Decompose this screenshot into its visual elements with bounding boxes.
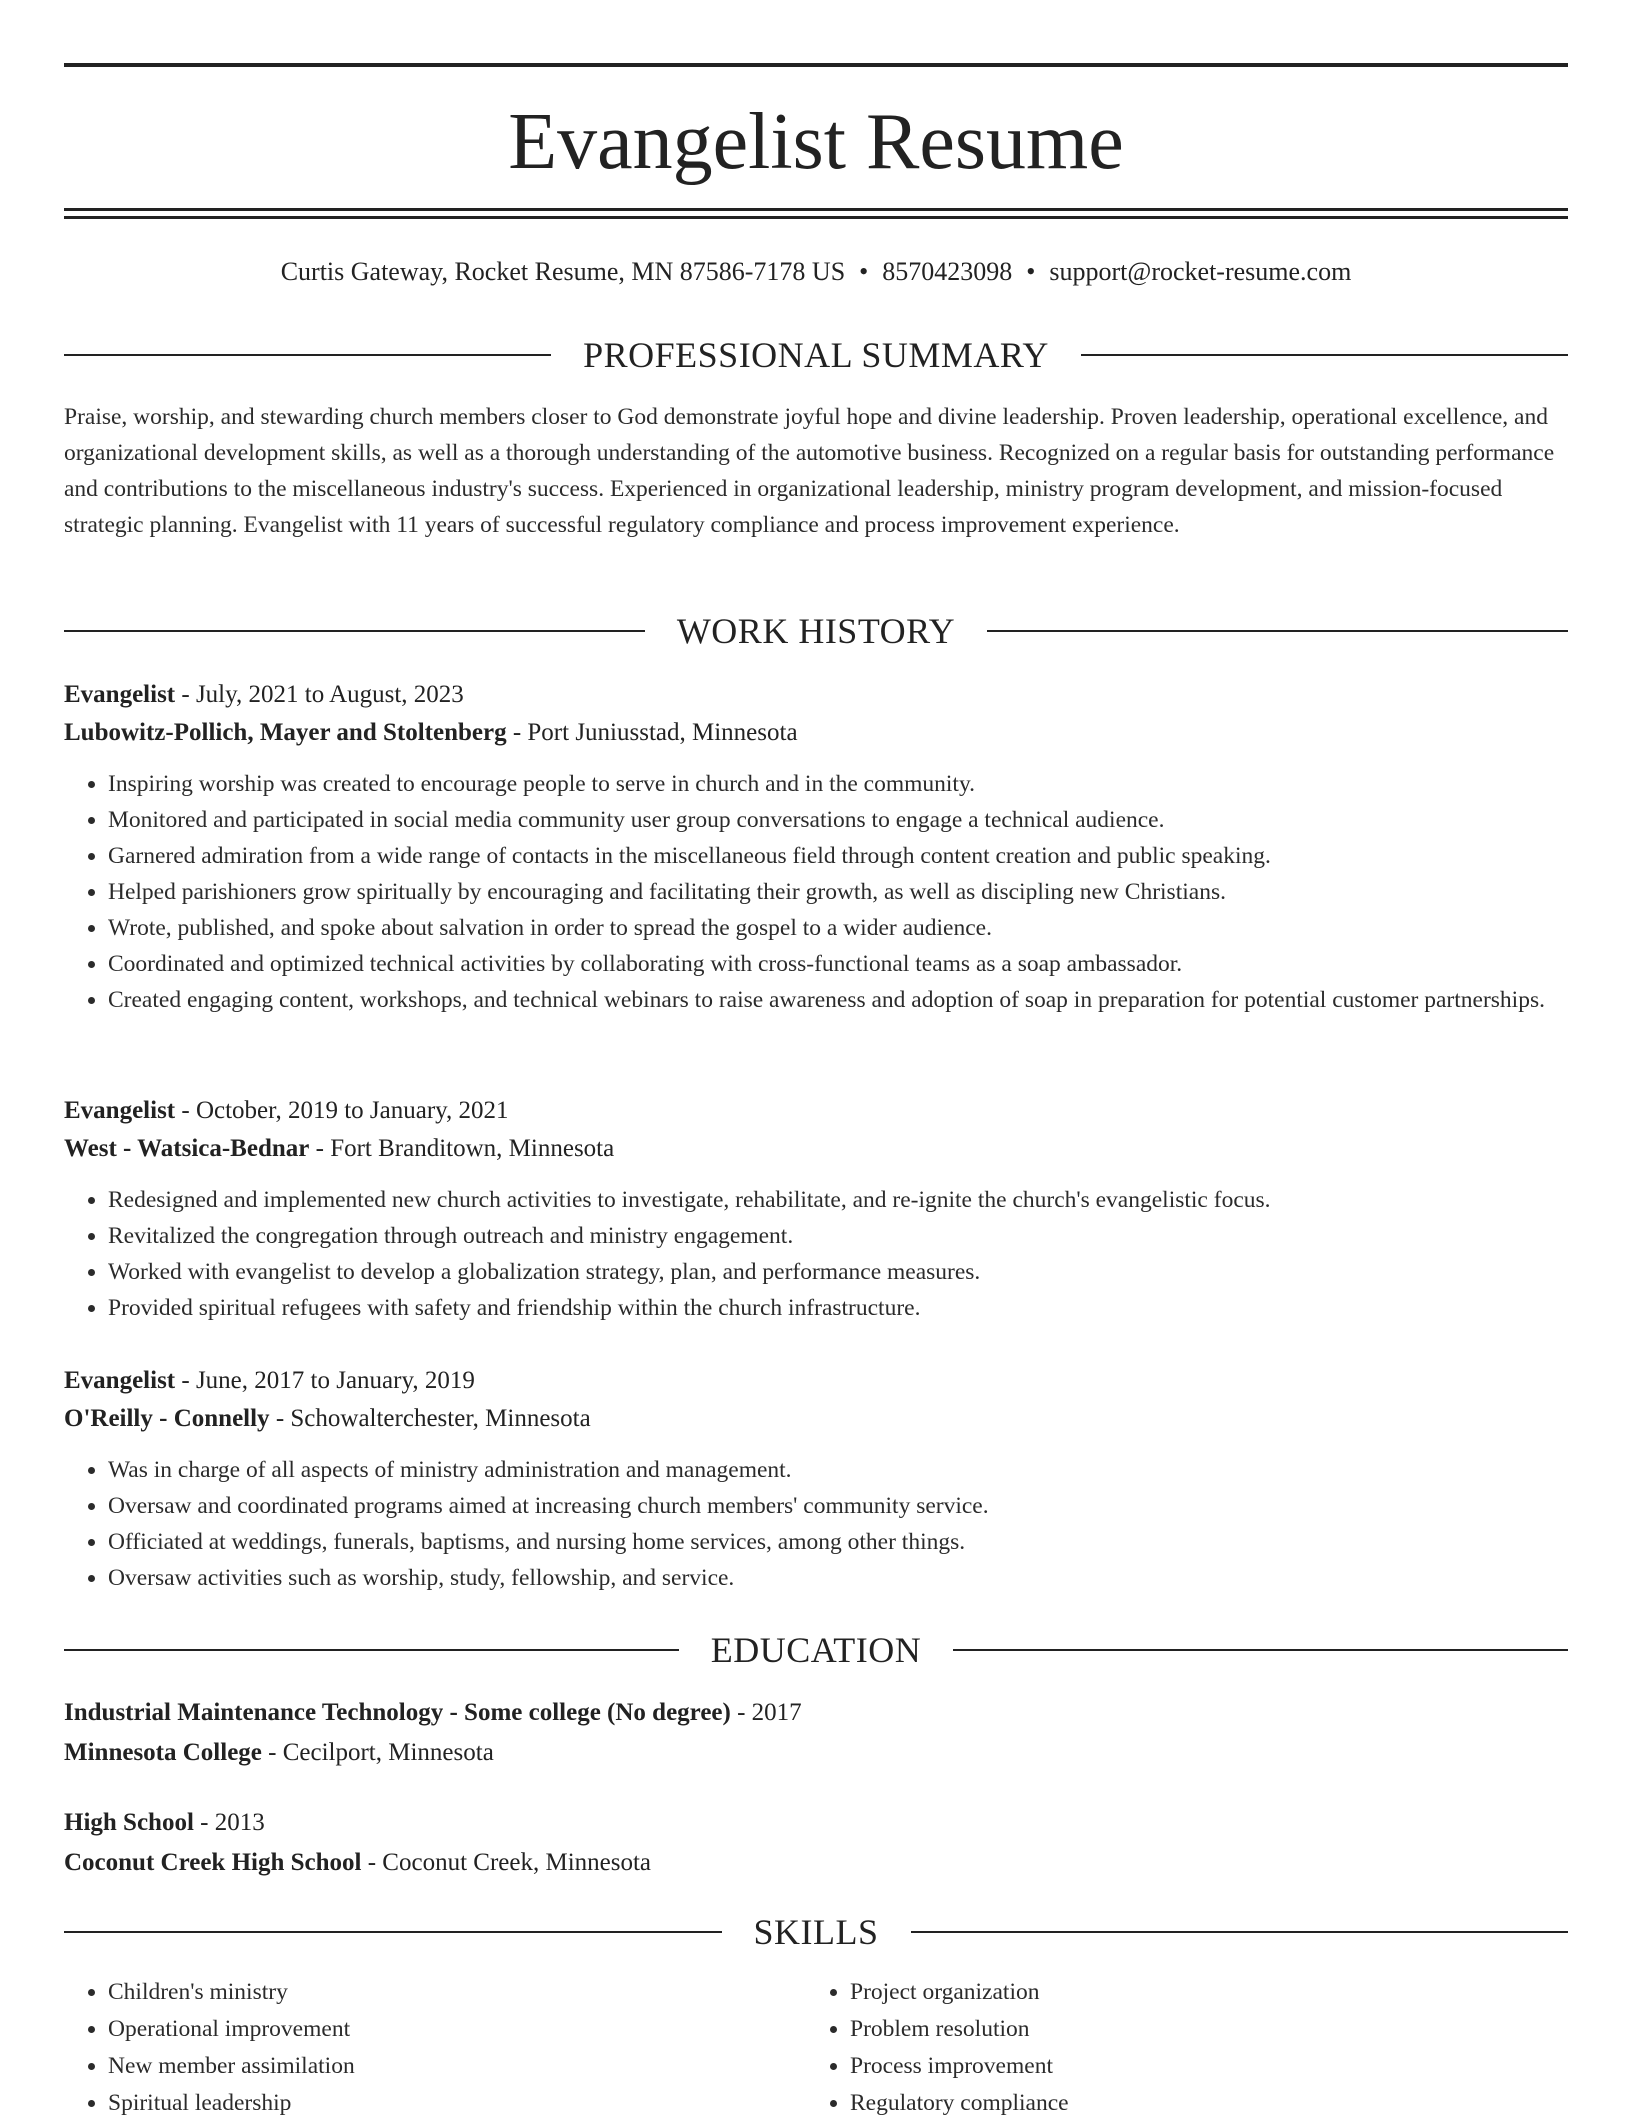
section-rule-left bbox=[64, 630, 645, 632]
job-title-line bbox=[64, 1362, 1568, 1400]
education-location: - Coconut Creek, Minnesota bbox=[361, 1849, 652, 1876]
education-degree-line bbox=[64, 1804, 1568, 1842]
job-role: Evangelist bbox=[64, 681, 176, 708]
list-item: • Regulatory compliance bbox=[850, 2085, 1506, 2122]
list-item: • Created engaging content, workshops, and technical webinars to raise awareness and adoption of soap in preparation for potential customer partnerships. bbox=[108, 982, 1568, 1018]
job-company-line bbox=[64, 1130, 1568, 1168]
section-title: PROFESSIONAL SUMMARY bbox=[583, 335, 1049, 375]
education-year: - 2017 bbox=[730, 1699, 802, 1726]
job-dates: - July, 2021 to August, 2023 bbox=[175, 681, 464, 708]
education-degree-line bbox=[64, 1694, 1568, 1732]
header-rule-lower bbox=[64, 216, 1568, 219]
job-company: O'Reilly - Connelly bbox=[64, 1405, 270, 1432]
education-school-line bbox=[64, 1734, 1568, 1772]
job-location: - Port Juniusstad, Minnesota bbox=[506, 719, 798, 746]
job-title-line bbox=[64, 676, 1568, 714]
section-title: WORK HISTORY bbox=[676, 611, 956, 651]
list-item: • Officiated at weddings, funerals, baptisms, and nursing home services, among other things. bbox=[108, 1524, 1568, 1560]
skills-column-right bbox=[806, 1974, 1506, 2122]
job-entry bbox=[64, 1092, 1568, 1326]
section-rule-right bbox=[953, 1649, 1568, 1651]
section-rule-right bbox=[1081, 354, 1568, 356]
list-item: • Wrote, published, and spoke about salvation in order to spread the gospel to a wider audience. bbox=[108, 910, 1568, 946]
section-header-education bbox=[64, 1626, 1568, 1674]
job-company-line bbox=[64, 714, 1568, 752]
education-school: Minnesota College bbox=[64, 1739, 262, 1766]
header-top-rule bbox=[64, 63, 1568, 67]
skills-column-left bbox=[64, 1974, 764, 2122]
job-bullets bbox=[64, 1452, 1568, 1596]
list-item: • Project organization bbox=[850, 1974, 1506, 2011]
contact-separator: • bbox=[859, 257, 869, 286]
list-item: • Coordinated and optimized technical activities by collaborating with cross-functional teams as a soap ambassador. bbox=[108, 946, 1568, 982]
job-role: Evangelist bbox=[64, 1367, 176, 1394]
contact-line bbox=[64, 254, 1568, 290]
job-dates: - June, 2017 to January, 2019 bbox=[175, 1367, 475, 1394]
list-item: • New member assimilation bbox=[108, 2048, 764, 2085]
contact-address: Curtis Gateway, Rocket Resume, MN 87586-7178 US bbox=[280, 257, 846, 286]
summary-text: Praise, worship, and stewarding church members closer to God demonstrate joyful hope and divine leadership. Proven leadership, operational excellence, and organizational development skills, as well as a thorough understanding of the automotive business. Recognized on a regular basis for outstanding performance and contributions to the miscellaneous industry's success. Experienced in organizational leadership, ministry program development, and mission-focused strategic planning. Evangelist with 11 years of successful regulatory compliance and process improvement experience. bbox=[64, 404, 1555, 538]
education-entry bbox=[64, 1804, 1568, 1882]
section-rule-left bbox=[64, 1931, 722, 1933]
list-item: • Operational improvement bbox=[108, 2011, 764, 2048]
section-rule-left bbox=[64, 1649, 679, 1651]
job-company-line bbox=[64, 1400, 1568, 1438]
job-entry bbox=[64, 1362, 1568, 1596]
job-company: West - Watsica-Bednar bbox=[64, 1135, 310, 1162]
list-item: • Helped parishioners grow spiritually by encouraging and facilitating their growth, as well as discipling new Christians. bbox=[108, 874, 1568, 910]
section-header-work bbox=[64, 607, 1568, 655]
list-item: • Monitored and participated in social media community user group conversations to engage a technical audience. bbox=[108, 802, 1568, 838]
job-role: Evangelist bbox=[64, 1097, 176, 1124]
section-rule-right bbox=[911, 1931, 1569, 1933]
education-degree: Industrial Maintenance Technology - Some college (No degree) bbox=[64, 1699, 731, 1726]
skills-list-left bbox=[64, 1974, 764, 2122]
skills-list-right bbox=[806, 1974, 1506, 2122]
education-school: Coconut Creek High School bbox=[64, 1849, 362, 1876]
education-school-line bbox=[64, 1844, 1568, 1882]
section-title: EDUCATION bbox=[710, 1630, 922, 1670]
job-entry bbox=[64, 676, 1568, 1018]
header-rule-upper bbox=[64, 208, 1568, 211]
section-title: SKILLS bbox=[753, 1912, 879, 1952]
section-header-skills bbox=[64, 1908, 1568, 1956]
job-location: - Fort Branditown, Minnesota bbox=[309, 1135, 615, 1162]
list-item: • Worked with evangelist to develop a globalization strategy, plan, and performance measures. bbox=[108, 1254, 1568, 1290]
summary-block bbox=[64, 399, 1568, 543]
job-bullets bbox=[64, 1182, 1568, 1326]
list-item: • Inspiring worship was created to encourage people to serve in church and in the community. bbox=[108, 766, 1568, 802]
resume-title: Evangelist Resume bbox=[508, 98, 1124, 186]
list-item: • Children's ministry bbox=[108, 1974, 764, 2011]
section-rule-right bbox=[987, 630, 1568, 632]
list-item: • Provided spiritual refugees with safety and friendship within the church infrastructure. bbox=[108, 1290, 1568, 1326]
job-dates: - October, 2019 to January, 2021 bbox=[175, 1097, 509, 1124]
list-item: • Redesigned and implemented new church activities to investigate, rehabilitate, and re-ignite the church's evangelistic focus. bbox=[108, 1182, 1568, 1218]
list-item: • Oversaw and coordinated programs aimed at increasing church members' community service. bbox=[108, 1488, 1568, 1524]
skills-block bbox=[64, 1974, 1568, 2114]
contact-phone: 8570423098 bbox=[882, 257, 1013, 286]
list-item: • Spiritual leadership bbox=[108, 2085, 764, 2122]
education-entry bbox=[64, 1694, 1568, 1772]
education-year: - 2013 bbox=[193, 1809, 265, 1836]
section-rule-left bbox=[64, 354, 551, 356]
contact-separator: • bbox=[1026, 257, 1036, 286]
contact-email: support@rocket-resume.com bbox=[1049, 257, 1352, 286]
list-item: • Problem resolution bbox=[850, 2011, 1506, 2048]
list-item: • Was in charge of all aspects of ministry administration and management. bbox=[108, 1452, 1568, 1488]
job-bullets bbox=[64, 766, 1568, 1018]
list-item: • Oversaw activities such as worship, study, fellowship, and service. bbox=[108, 1560, 1568, 1596]
list-item: • Process improvement bbox=[850, 2048, 1506, 2085]
job-location: - Schowalterchester, Minnesota bbox=[269, 1405, 591, 1432]
job-company: Lubowitz-Pollich, Mayer and Stoltenberg bbox=[64, 719, 507, 746]
list-item: • Garnered admiration from a wide range of contacts in the miscellaneous field through content creation and public speaking. bbox=[108, 838, 1568, 874]
job-title-line bbox=[64, 1092, 1568, 1130]
education-location: - Cecilport, Minnesota bbox=[261, 1739, 494, 1766]
section-header-summary bbox=[64, 331, 1568, 379]
education-degree: High School bbox=[64, 1809, 194, 1836]
list-item: • Revitalized the congregation through outreach and ministry engagement. bbox=[108, 1218, 1568, 1254]
